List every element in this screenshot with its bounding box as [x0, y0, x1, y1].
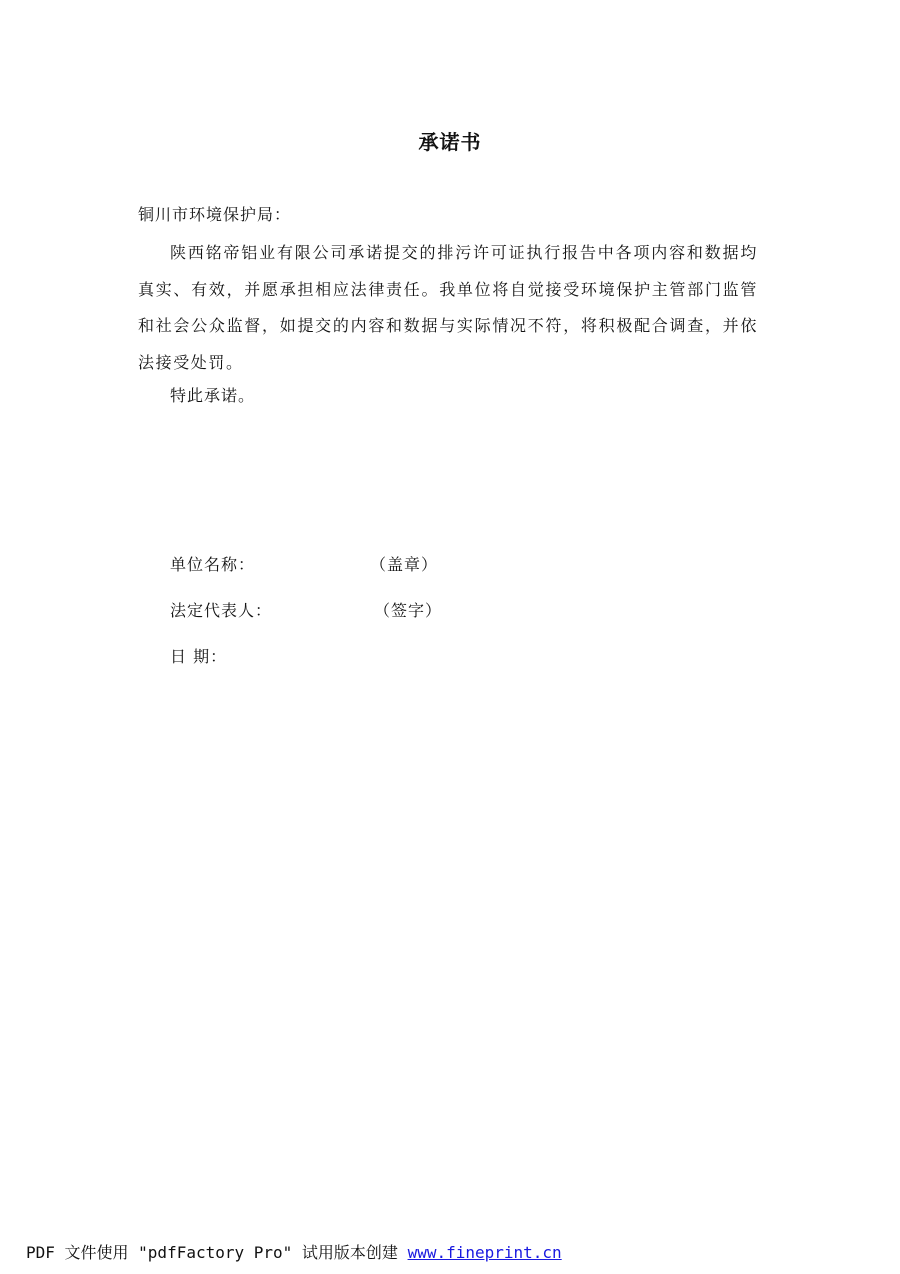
salutation: 铜川市环境保护局： — [138, 205, 292, 224]
signature-note: （签字） — [374, 601, 443, 620]
seal-note: （盖章） — [370, 555, 439, 574]
date-label: 日 期： — [170, 647, 228, 666]
unit-name-label: 单位名称： — [170, 555, 256, 574]
footer-text: PDF 文件使用 "pdfFactory Pro" 试用版本创建 — [26, 1243, 408, 1262]
closing-line: 特此承诺。 — [170, 386, 256, 405]
document-title: 承诺书 — [418, 130, 482, 154]
pdf-footer — [26, 1240, 562, 1263]
legal-representative-label: 法定代表人： — [170, 601, 273, 620]
signature-date-row — [170, 644, 570, 668]
signature-unit-row — [170, 552, 570, 576]
fineprint-link[interactable]: www.fineprint.cn — [407, 1243, 562, 1262]
body-paragraph: 陕西铭帝铝业有限公司承诺提交的排污许可证执行报告中各项内容和数据均真实、有效，并愿承担相应法律责任。我单位将自觉接受环境保护主管部门监管和社会公众监督，如提交的内容和数据与实际情况不符，将积极配合调查，并依法接受处罚。 — [138, 243, 758, 372]
signature-representative-row — [170, 598, 570, 622]
